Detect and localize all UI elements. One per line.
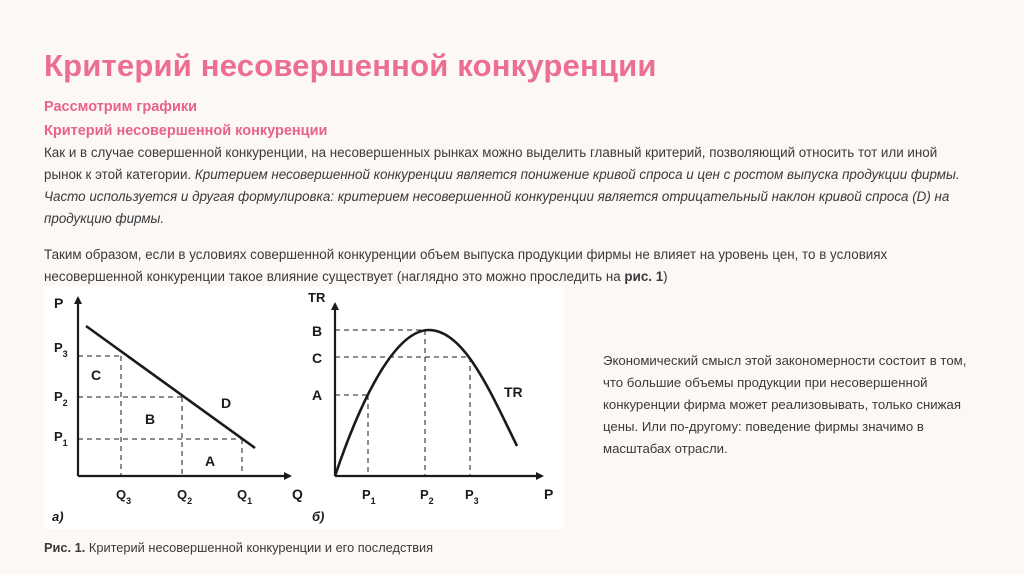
figure-caption [44, 540, 433, 555]
figure-1-graphs [44, 286, 564, 529]
figure-1 [44, 286, 564, 529]
revenue-curve-label: TR [504, 384, 523, 400]
figure-caption-label: Рис. 1. [44, 540, 86, 555]
demand-graph-y-axis-label: P [54, 295, 64, 311]
paragraph-influence [44, 244, 974, 288]
revenue-tick-b: B [312, 323, 323, 339]
revenue-tick-p2: $P_2$ [420, 487, 434, 506]
demand-tick-q1: $Q_1$ [237, 487, 253, 506]
paragraph-influence-end: ) [663, 269, 668, 284]
figure-caption-text: Критерий несовершенной конкуренции и его последствия [85, 540, 434, 555]
demand-tick-q2: $Q_2$ [177, 487, 193, 506]
demand-region-c: C [91, 367, 102, 383]
subheading-consider-graphs: Рассмотрим графики [44, 99, 198, 115]
revenue-graph [308, 290, 553, 524]
paragraph-criterion [44, 142, 974, 230]
revenue-tick-a: A [312, 387, 323, 403]
demand-graph [52, 295, 303, 524]
demand-tick-p3: $P_3$ [54, 340, 68, 359]
paragraph-figure-ref: рис. 1 [624, 269, 664, 284]
revenue-panel-label: б) [312, 509, 325, 524]
demand-tick-q3: $Q_3$ [116, 487, 132, 506]
demand-region-a: A [205, 453, 216, 469]
demand-graph-x-axis-label: Q [292, 486, 303, 502]
subheading-criterion: Критерий несовершенной конкуренции [44, 123, 328, 139]
slide-title: Критерий несовершенной конкуренции [44, 48, 657, 83]
demand-region-b: B [145, 411, 156, 427]
revenue-tick-p1: $P_1$ [362, 487, 376, 506]
revenue-tick-c: C [312, 350, 323, 366]
demand-tick-p1: $P_1$ [54, 429, 68, 448]
paragraph-criterion-plain: Как и в случае совершенной конкуренции, на несовершенных рынках можно выделить главный критерий, позволяющий относить тот или иной рынок к этой категории. [44, 145, 938, 182]
revenue-curve [335, 330, 517, 476]
paragraph-influence-plain: Таким образом, если в условиях совершенной конкуренции объем выпуска продукции фирмы не влияет на уровень цен, то в условиях несовершенной конкуренции такое влияние существует (наглядно это можно проследить на [44, 247, 888, 284]
economic-meaning-text: Экономический смысл этой закономерности состоит в том, что большие объемы продукции при несовершенной конкуренции фирма может реализовывать, только снижая цены. Или по-другому: поведение фирмы значимо в масштабах отрасли. [603, 353, 967, 456]
revenue-tick-p3: $P_3$ [465, 487, 479, 506]
demand-curve-label: D [221, 395, 232, 411]
revenue-graph-y-axis-label: TR [308, 290, 326, 305]
demand-curve [86, 326, 255, 448]
revenue-graph-x-axis-label: P [544, 486, 554, 502]
demand-panel-label: а) [52, 509, 64, 524]
demand-tick-p2: $P_2$ [54, 389, 68, 408]
paragraph-criterion-italic: Критерием несовершенной конкуренции является понижение кривой спроса и цен с ростом выпуска продукции фирмы. Часто используется и другая формулировка: критерием несовершенной конкуренции является отрицательный наклон кривой спроса (D) на продукцию фирмы. [44, 167, 960, 226]
